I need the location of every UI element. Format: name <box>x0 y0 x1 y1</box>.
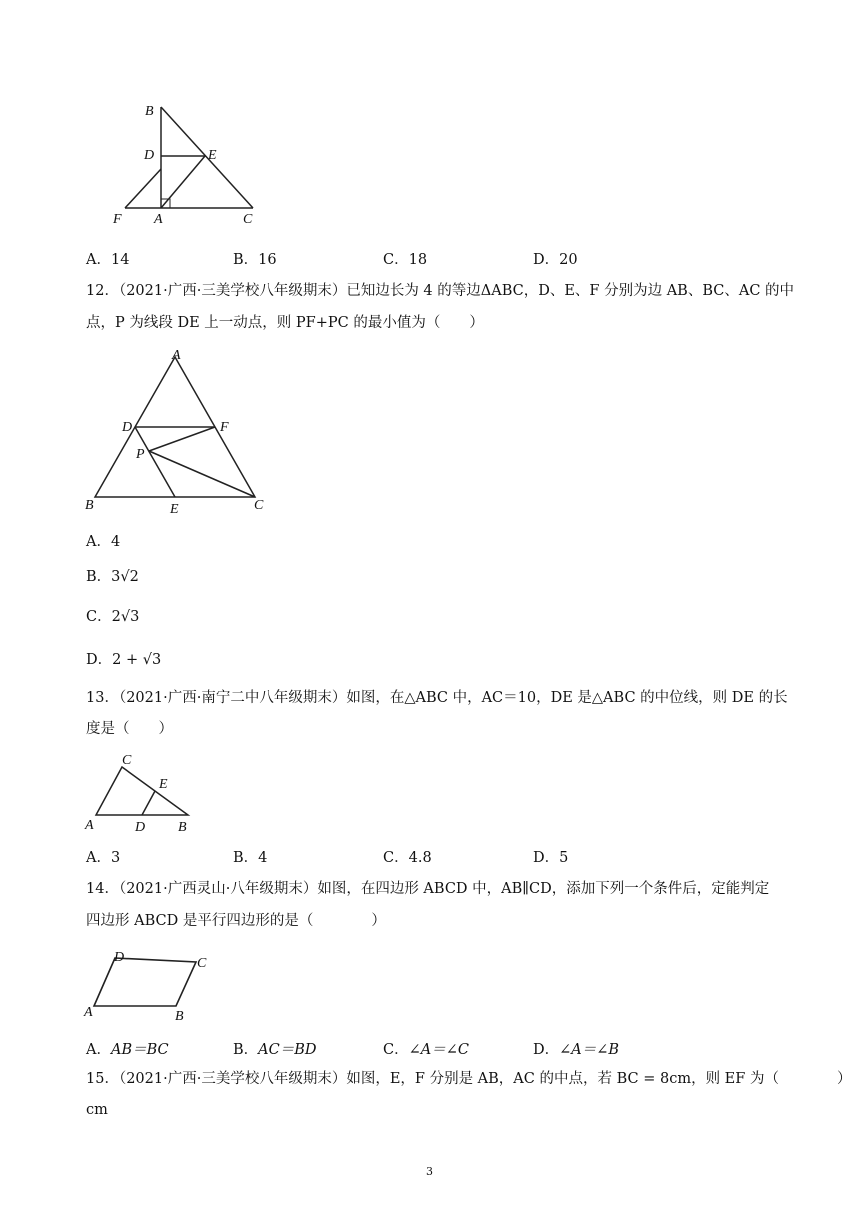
label-A: A <box>85 818 94 833</box>
label-D: D <box>114 950 125 965</box>
option-c[interactable]: C．∠A＝∠C <box>383 1042 469 1058</box>
question-12-line1: 12．（2021·广西·三美学校八年级期末）已知边长为 4 的等边ΔABC，D、E、F 分别为边 AB、BC、AC 的中 <box>86 283 795 299</box>
label-A: A <box>84 1005 93 1020</box>
question-14-line1: 14．（2021·广西灵山·八年级期末）如图，在四边形 ABCD 中，AB∥CD，添加下列一个条件后，定能判定 <box>86 881 770 897</box>
label-C: C <box>254 498 264 513</box>
label-D: D <box>122 420 133 435</box>
label-E: E <box>170 502 179 517</box>
label-C: C <box>122 753 132 768</box>
question-15-line1: 15．（2021·广西·三美学校八年级期末）如图，E，F 分别是 AB，AC 的中点，若 BC = 8cm，则 EF 为（ ） <box>86 1071 852 1087</box>
option-c[interactable]: C．2√3 <box>86 609 140 625</box>
question-15-line2: cm <box>86 1102 108 1118</box>
option-b[interactable]: B．AC＝BD <box>233 1042 317 1058</box>
option-b[interactable]: B．3√2 <box>86 569 139 585</box>
option-a[interactable]: A．4 <box>86 534 121 550</box>
label-F: F <box>220 420 229 435</box>
label-C: C <box>197 956 207 971</box>
option-a[interactable]: A．14 <box>86 252 130 268</box>
figure-q14 <box>82 945 222 1025</box>
option-c[interactable]: C．4.8 <box>383 850 432 866</box>
option-a[interactable]: A．3 <box>86 850 121 866</box>
question-13-line2: 度是（ ） <box>86 721 173 737</box>
question-13-line1: 13．（2021·广西·南宁二中八年级期末）如图，在△ABC 中，AC＝10，DE 是△ABC 的中位线，则 DE 的长 <box>86 690 788 706</box>
label-B: B <box>178 820 187 835</box>
question-14-line2: 四边形 ABCD 是平行四边形的是（ ） <box>86 913 386 929</box>
option-b[interactable]: B．4 <box>233 850 268 866</box>
label-P: P <box>136 447 145 462</box>
option-b[interactable]: B．16 <box>233 252 277 268</box>
figure-q13 <box>82 750 202 835</box>
label-A: A <box>154 212 163 227</box>
option-d[interactable]: D．20 <box>533 252 578 268</box>
label-A: A <box>172 348 181 363</box>
figure-q12 <box>80 345 280 520</box>
label-E: E <box>208 148 217 163</box>
option-d[interactable]: D．∠A＝∠B <box>533 1042 620 1058</box>
label-F: F <box>113 212 122 227</box>
option-d[interactable]: D．2 + √3 <box>86 652 162 668</box>
label-B: B <box>175 1009 184 1024</box>
question-12-line2: 点，P 为线段 DE 上一动点，则 PF+PC 的最小值为（ ） <box>86 315 484 331</box>
label-D: D <box>135 820 146 835</box>
label-B: B <box>85 498 94 513</box>
label-E: E <box>159 777 168 792</box>
option-c[interactable]: C．18 <box>383 252 428 268</box>
option-d[interactable]: D．5 <box>533 850 569 866</box>
page-number: 3 <box>426 1165 433 1178</box>
label-B: B <box>145 104 154 119</box>
option-a[interactable]: A．AB＝BC <box>86 1042 169 1058</box>
label-C: C <box>243 212 253 227</box>
label-D: D <box>144 148 155 163</box>
figure-q11 <box>105 95 275 230</box>
